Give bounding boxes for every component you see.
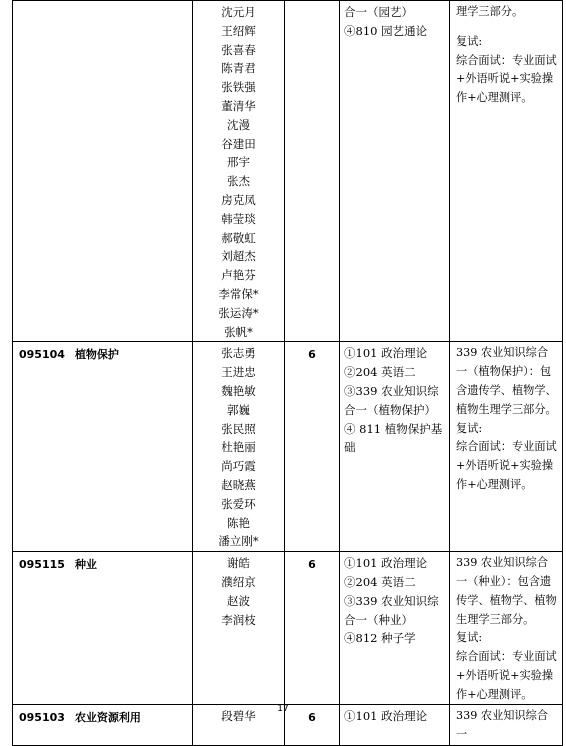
note-text: 复试:	[456, 34, 483, 48]
exam-subjects-cell	[340, 1, 450, 342]
supervisor-name: 谢皓	[227, 556, 250, 571]
exam-subject: ③339 农业知识综合一（种业）	[344, 593, 439, 627]
supervisor-name: 陈艳	[227, 515, 250, 530]
enrollment-count: 6	[285, 552, 340, 705]
note-text: 339 农业知识综合一（植物保护）：包含遗传学、植物学、植物生理学三部分。	[456, 346, 557, 416]
supervisor-name: 沈漫	[227, 117, 250, 132]
supervisor-name: 张志勇	[221, 346, 256, 361]
supervisor-name: 李润枝	[221, 612, 256, 627]
supervisor-name: 陈青君	[221, 61, 256, 76]
major-code: 095115	[19, 558, 65, 572]
major-code: 095103	[19, 711, 65, 725]
supervisor-name: 韩莹琰	[221, 211, 256, 226]
supervisor-name: 魏艳敏	[221, 383, 256, 398]
supervisors-cell	[193, 1, 285, 342]
notes-cell	[450, 1, 563, 342]
supervisor-name: 沈元月	[221, 5, 256, 19]
note-text: 理学三部分。	[456, 5, 524, 18]
supervisor-name: 潘立刚*	[218, 534, 259, 549]
page-number: 17	[277, 704, 289, 714]
major-cell	[13, 1, 193, 342]
major-name: 植物保护	[74, 348, 119, 362]
exam-subject: ④810 园艺通论	[344, 23, 428, 38]
supervisor-name: 卢艳芬	[221, 268, 256, 283]
note-text: 339 农业知识综合一（种业）：包含遗传学、植物学、植物生理学三部分。	[456, 556, 557, 626]
supervisor-name: 张杰	[227, 174, 250, 189]
note-text: 综合面试：专业面试+外语听说+实验操作+心理测评。	[456, 650, 557, 701]
supervisor-name: 杜艳丽	[221, 440, 256, 455]
supervisor-name: 张民照	[221, 421, 256, 436]
supervisor-name: 王绍辉	[221, 23, 256, 38]
note-text: 339 农业知识综合一	[456, 709, 549, 742]
supervisors-cell	[193, 342, 285, 552]
exam-subject: ④812 种子学	[344, 631, 416, 646]
supervisor-name: 段碧华	[221, 709, 256, 724]
major-name: 种业	[74, 558, 97, 572]
exam-subject: ④ 811 植物保护基础	[344, 421, 443, 455]
supervisor-name: 谷建田	[221, 136, 256, 151]
supervisors-cell	[193, 552, 285, 705]
supervisor-name: 张运涛*	[218, 305, 259, 320]
enrollment-count: 6	[285, 342, 340, 552]
major-cell	[13, 552, 193, 705]
notes-cell	[450, 552, 563, 705]
supervisor-name: 赵晓燕	[221, 477, 256, 492]
table-row	[13, 342, 563, 552]
major-cell	[13, 342, 193, 552]
supervisor-name: 张喜春	[221, 42, 256, 57]
supervisor-name: 张铁强	[221, 80, 256, 95]
exam-subject: ②204 英语二	[344, 365, 416, 380]
table-row	[13, 552, 563, 705]
supervisor-name: 赵波	[227, 593, 250, 608]
supervisor-name: 张爱环	[221, 496, 256, 511]
supervisor-name: 邢宇	[227, 155, 250, 170]
exam-subject: ①101 政治理论	[344, 556, 428, 571]
major-code: 095104	[19, 348, 65, 362]
supervisor-name: 董清华	[221, 98, 256, 113]
exam-subject: ①101 政治理论	[344, 709, 428, 724]
supervisor-name: 濮绍京	[221, 574, 256, 589]
major-name: 农业资源利用	[74, 711, 141, 725]
note-text: 综合面试：专业面试+外语听说+实验操作+心理测评。	[456, 53, 557, 105]
supervisor-name: 郝敬虹	[221, 230, 256, 245]
supervisor-name: 张帆*	[224, 324, 253, 339]
note-text: 复试:	[456, 631, 483, 645]
exam-subject: 合一（园艺）	[344, 5, 413, 19]
table-row	[13, 1, 563, 342]
note-text: 综合面试：专业面试+外语听说+实验操作+心理测评。	[456, 440, 557, 491]
exam-subject: ②204 英语二	[344, 574, 416, 589]
supervisor-name: 李常保*	[218, 286, 259, 301]
spacer	[456, 22, 558, 33]
enrollment-count	[285, 1, 340, 342]
exam-subjects-cell	[340, 342, 450, 552]
admissions-table	[12, 0, 563, 746]
exam-subjects-cell	[340, 552, 450, 705]
enrollment-count: 6	[285, 705, 340, 746]
supervisor-name: 郭巍	[227, 402, 250, 417]
supervisor-name: 尚巧霞	[221, 459, 256, 474]
note-text: 复试:	[456, 421, 483, 435]
exam-subject: ③339 农业知识综合一（植物保护）	[344, 383, 439, 417]
exam-subject: ①101 政治理论	[344, 346, 428, 361]
supervisor-name: 刘超杰	[221, 249, 256, 264]
notes-cell	[450, 342, 563, 552]
supervisor-name: 王进忠	[221, 365, 256, 380]
supervisor-name: 房克凤	[221, 192, 256, 207]
